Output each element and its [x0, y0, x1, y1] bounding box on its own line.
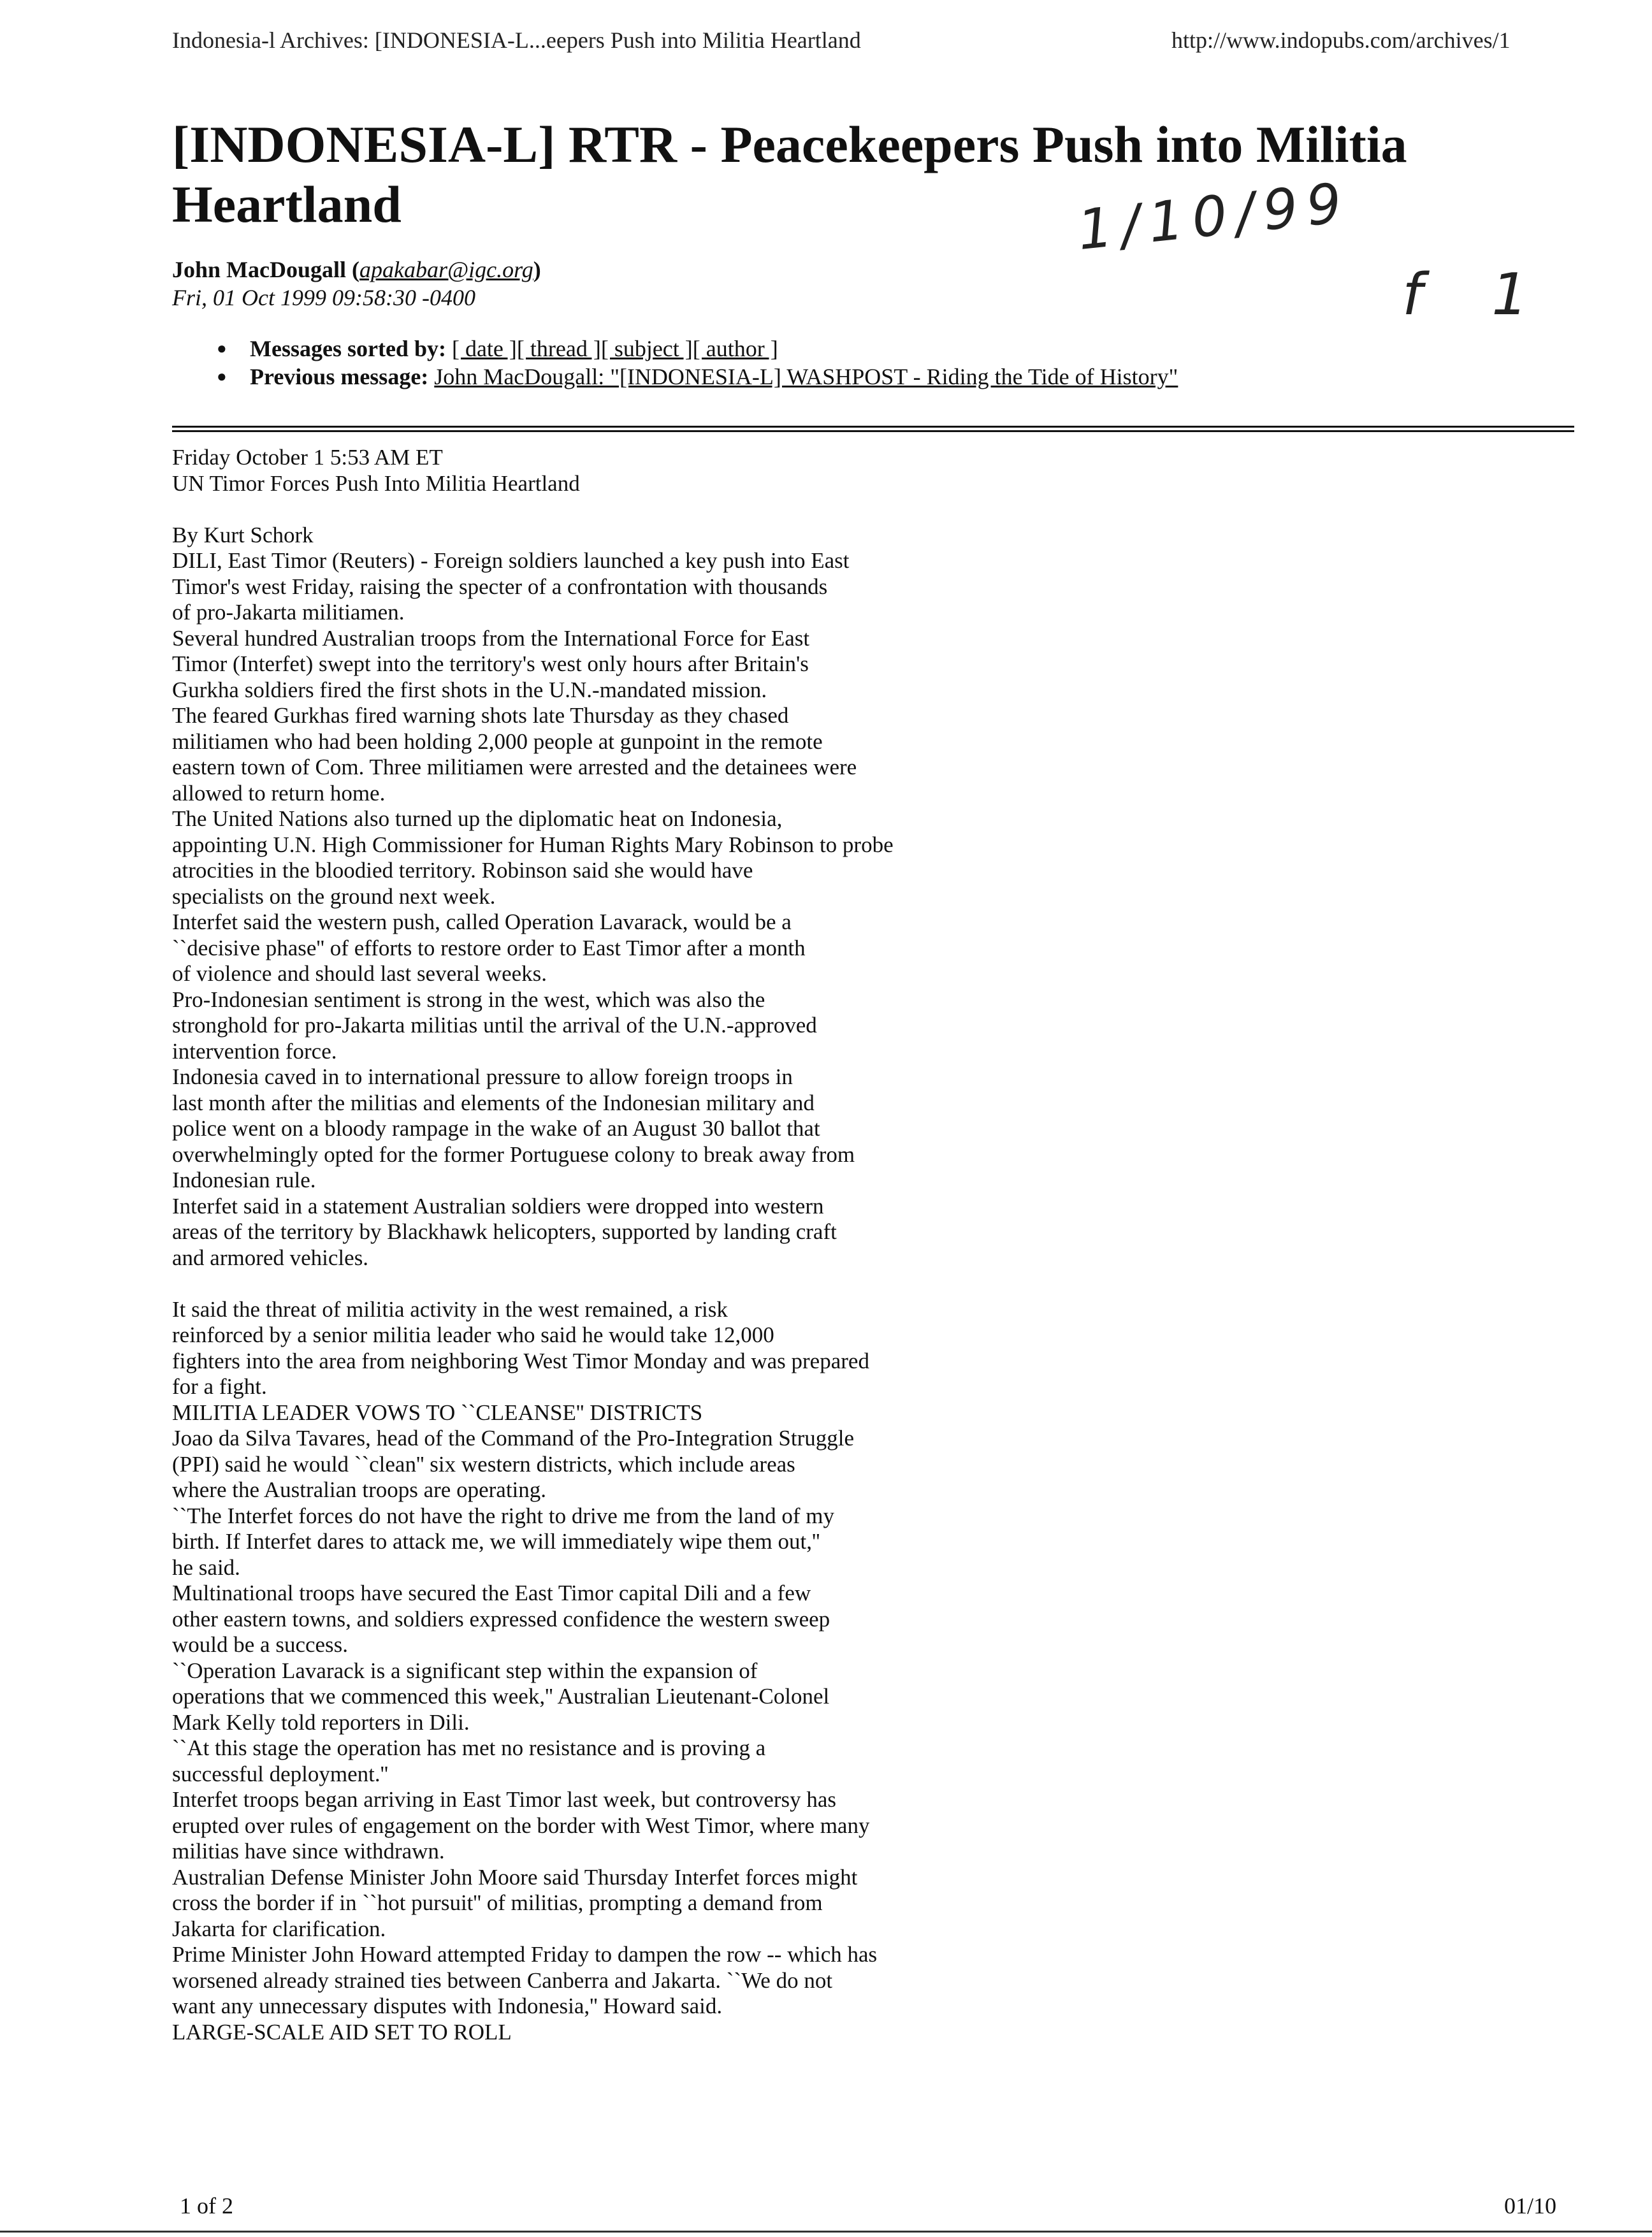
article-line: The feared Gurkhas fired warning shots late Thursday as they chased [172, 703, 789, 728]
article-line: Indonesian rule. [172, 1168, 316, 1192]
article-line: LARGE-SCALE AID SET TO ROLL [172, 2019, 512, 2045]
author-line: John MacDougall (apakabar@igc.org) [172, 257, 541, 282]
sort-by-author-link[interactable]: [ author ] [692, 336, 778, 361]
handwritten-mark: f 1 [1402, 261, 1554, 328]
article-line: Indonesia caved in to international pressure to allow foreign troops in [172, 1064, 793, 1089]
article-line: eastern town of Com. Three militiamen were arrested and the detainees were [172, 755, 857, 779]
article-line: specialists on the ground next week. [172, 883, 496, 909]
sort-by-date-link[interactable]: [ date ] [451, 336, 517, 361]
article-line: DILI, East Timor (Reuters) - Foreign soldiers launched a key push into East [172, 548, 850, 573]
article-line: allowed to return home. [172, 780, 386, 806]
article-line: fighters into the area from neighboring West Timor Monday and was prepared [172, 1348, 869, 1373]
article-line: operations that we commenced this week,'' Australian Lieutenant-Colonel [172, 1684, 830, 1709]
article-line: MILITIA LEADER VOWS TO ``CLEANSE'' DISTRICTS [172, 1400, 703, 1425]
article-line: would be a success. [172, 1632, 349, 1657]
sort-options [217, 335, 1178, 363]
handwritten-date: 1/10/99 [1074, 170, 1354, 263]
article-line: worsened already strained ties between Canberra and Jakarta. ``We do not [172, 1967, 833, 1993]
sort-by-subject-link[interactable]: [ subject ] [600, 336, 693, 361]
article-line: of violence and should last several weeks. [172, 961, 547, 986]
article-body [172, 445, 1128, 2045]
message-navigation [217, 335, 1178, 391]
article-line: other eastern towns, and soldiers expressed confidence the western sweep [172, 1606, 830, 1632]
article-line: Multinational troops have secured the East Timor capital Dili and a few [172, 1581, 811, 1605]
article-line: of pro-Jakarta militiamen. [172, 600, 405, 625]
article-line: erupted over rules of engagement on the border with West Timor, where many [172, 1813, 870, 1838]
article-line: appointing U.N. High Commissioner for Human Rights Mary Robinson to probe [172, 832, 894, 857]
previous-message-link[interactable]: John MacDougall: "[INDONESIA-L] WASHPOST - Riding the Tide of History" [434, 364, 1178, 389]
article-line: Several hundred Australian troops from the International Force for East [172, 625, 810, 651]
article-line: police went on a bloody rampage in the wake of an August 30 ballot that [172, 1116, 820, 1141]
bottom-divider [0, 2231, 1652, 2233]
page-title: [INDONESIA-L] RTR - Peacekeepers Push into Militia Heartland [172, 115, 1407, 233]
article-line: where the Australian troops are operating. [172, 1477, 547, 1502]
article-line: militiamen who had been holding 2,000 people at gunpoint in the remote [172, 728, 823, 754]
article-line: ``The Interfet forces do not have the right to drive me from the land of my [172, 1503, 834, 1528]
article-line: Gurkha soldiers fired the first shots in the U.N.-mandated mission. [172, 677, 767, 702]
article-line: Jakarta for clarification. [172, 1916, 386, 1941]
article-line: successful deployment.'' [172, 1761, 389, 1786]
author-name: John MacDougall [172, 257, 347, 282]
paragraph-gap [172, 1271, 1128, 1297]
article-line: Interfet said the western push, called Operation Lavarack, would be a [172, 909, 792, 934]
article-line: militias have since withdrawn. [172, 1839, 445, 1864]
article-line: Joao da Silva Tavares, head of the Command of the Pro-Integration Struggle [172, 1426, 854, 1451]
header-divider [172, 426, 1574, 432]
article-line: (PPI) said he would ``clean'' six western districts, which include areas [172, 1451, 795, 1477]
article-line: and armored vehicles. [172, 1245, 369, 1270]
footer-date: 01/10 [1504, 2193, 1557, 2219]
article-line: stronghold for pro-Jakarta militias until the arrival of the U.N.-approved [172, 1013, 817, 1038]
article-line: ``At this stage the operation has met no resistance and is proving a [172, 1735, 766, 1760]
print-header-url: http://www.indopubs.com/archives/1 [1171, 27, 1511, 53]
article-line: Timor (Interfet) swept into the territory's west only hours after Britain's [172, 651, 809, 676]
article-line: ``Operation Lavarack is a significant step within the expansion of [172, 1658, 758, 1683]
article-line: atrocities in the bloodied territory. Robinson said she would have [172, 858, 753, 883]
article-line: reinforced by a senior militia leader who said he would take 12,000 [172, 1322, 774, 1347]
article-line: Friday October 1 5:53 AM ET [172, 445, 443, 470]
article-line: cross the border if in ``hot pursuit'' of militias, prompting a demand from [172, 1890, 823, 1915]
article-line: It said the threat of militia activity in the west remained, a risk [172, 1296, 728, 1322]
previous-label: Previous message: [250, 364, 429, 389]
article-line: Pro-Indonesian sentiment is strong in the west, which was also the [172, 987, 765, 1012]
page-number: 1 of 2 [180, 2193, 233, 2219]
article-line: The United Nations also turned up the diplomatic heat on Indonesia, [172, 806, 783, 831]
author-email-link[interactable]: apakabar@igc.org [359, 257, 533, 282]
article-line: want any unnecessary disputes with Indonesia,'' Howard said. [172, 1994, 723, 2018]
article-line: By Kurt Schork [172, 522, 314, 547]
previous-message [217, 363, 1178, 391]
article-line: Interfet troops began arriving in East Timor last week, but controversy has [172, 1787, 837, 1812]
article-line: he said. [172, 1554, 240, 1580]
article-line: Mark Kelly told reporters in Dili. [172, 1709, 470, 1735]
paragraph-gap [172, 496, 1128, 523]
article-line: Australian Defense Minister John Moore said Thursday Interfet forces might [172, 1864, 858, 1890]
article-line: Prime Minister John Howard attempted Friday to dampen the row -- which has [172, 1942, 878, 1967]
article-line: overwhelmingly opted for the former Portuguese colony to break away from [172, 1141, 855, 1167]
message-date: Fri, 01 Oct 1999 09:58:30 -0400 [172, 285, 475, 310]
article-line: intervention force. [172, 1038, 337, 1064]
print-header-title: Indonesia-l Archives: [INDONESIA-L...eepers Push into Militia Heartland [172, 27, 861, 53]
article-line: last month after the militias and elements of the Indonesian military and [172, 1090, 815, 1115]
article-line: Timor's west Friday, raising the specter of a confrontation with thousands [172, 574, 828, 599]
sort-label: Messages sorted by: [250, 336, 446, 361]
article-line: UN Timor Forces Push Into Militia Heartland [172, 470, 580, 496]
article-line: Interfet said in a statement Australian soldiers were dropped into western [172, 1193, 824, 1219]
sort-by-thread-link[interactable]: [ thread ] [516, 336, 601, 361]
article-line: birth. If Interfet dares to attack me, we will immediately wipe them out,'' [172, 1529, 820, 1554]
article-line: for a fight. [172, 1374, 267, 1399]
article-line: areas of the territory by Blackhawk helicopters, supported by landing craft [172, 1219, 837, 1244]
article-line: ``decisive phase'' of efforts to restore order to East Timor after a month [172, 935, 806, 960]
